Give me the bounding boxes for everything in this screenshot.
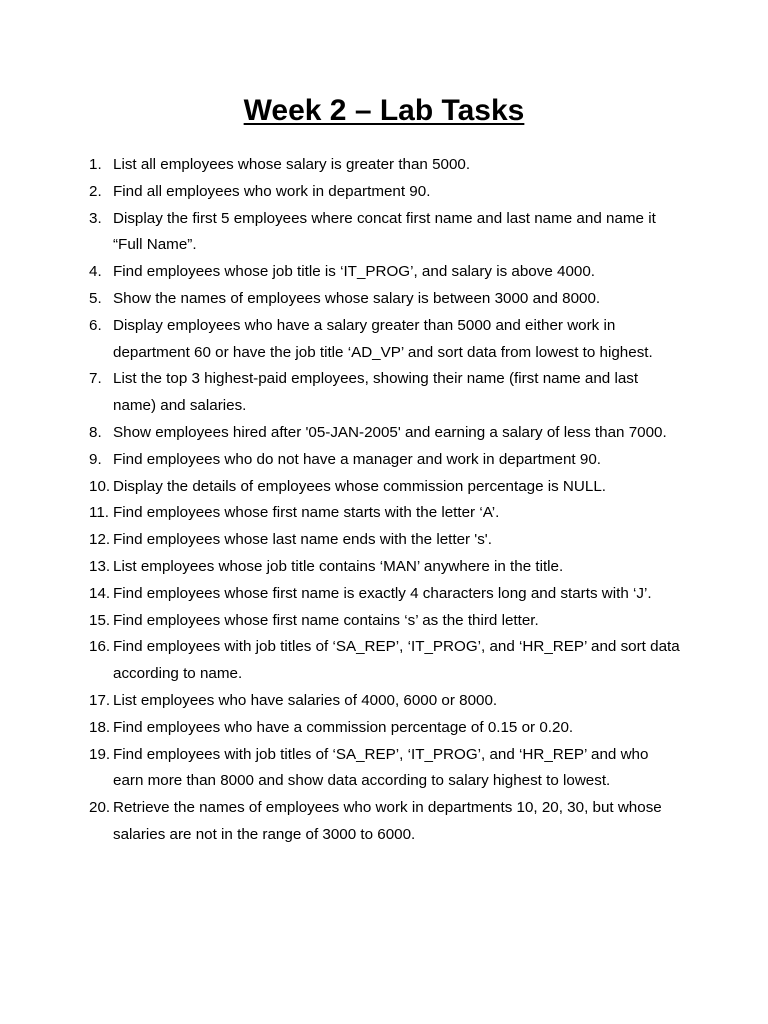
task-text: List the top 3 highest-paid employees, showing their name (first name and last name) and salaries. bbox=[113, 370, 639, 415]
task-number: 5. bbox=[89, 289, 102, 307]
task-number: 16. bbox=[89, 638, 111, 656]
task-text: Find employees who have a commission percentage of 0.15 or 0.20. bbox=[113, 718, 574, 736]
list-item bbox=[0, 447, 768, 474]
list-item bbox=[0, 152, 768, 179]
task-number: 6. bbox=[89, 316, 102, 334]
task-list bbox=[0, 152, 768, 849]
list-item bbox=[0, 795, 768, 849]
list-item bbox=[0, 554, 768, 581]
task-text: Find employees whose job title is ‘IT_PROG’, and salary is above 4000. bbox=[113, 263, 596, 281]
task-number: 7. bbox=[89, 370, 102, 388]
list-item bbox=[0, 259, 768, 286]
list-item bbox=[0, 742, 768, 796]
task-text: Find employees whose first name starts with the letter ‘A’. bbox=[113, 504, 500, 522]
task-number: 9. bbox=[89, 450, 102, 468]
task-text: Find employees with job titles of ‘SA_REP’, ‘IT_PROG’, and ‘HR_REP’ and sort data according to name. bbox=[113, 638, 680, 683]
list-item bbox=[0, 634, 768, 688]
task-number: 15. bbox=[89, 611, 111, 629]
list-item bbox=[0, 286, 768, 313]
task-number: 8. bbox=[89, 423, 102, 441]
task-text: Find all employees who work in department 90. bbox=[113, 182, 431, 200]
list-item bbox=[0, 688, 768, 715]
task-number: 11. bbox=[89, 504, 109, 522]
task-text: Display employees who have a salary greater than 5000 and either work in department 60 or have the job title ‘AD_VP’ and sort data from lowest to highest. bbox=[113, 316, 653, 361]
task-number: 1. bbox=[89, 156, 102, 173]
task-text: Show employees hired after '05-JAN-2005' and earning a salary of less than 7000. bbox=[113, 423, 667, 441]
task-text: Find employees whose first name contains ‘s’ as the third letter. bbox=[113, 611, 539, 629]
task-number: 19. bbox=[89, 745, 111, 763]
list-item bbox=[0, 366, 768, 420]
list-item bbox=[0, 608, 768, 635]
list-item bbox=[0, 420, 768, 447]
list-item bbox=[0, 179, 768, 206]
task-number: 17. bbox=[89, 691, 111, 709]
task-number: 10. bbox=[89, 477, 111, 495]
list-item bbox=[0, 474, 768, 501]
list-item bbox=[0, 500, 768, 527]
task-text: List employees who have salaries of 4000, 6000 or 8000. bbox=[113, 691, 498, 709]
list-item bbox=[0, 206, 768, 260]
task-number: 18. bbox=[89, 718, 111, 736]
task-number: 14. bbox=[89, 584, 111, 602]
task-text: Find employees with job titles of ‘SA_REP’, ‘IT_PROG’, and ‘HR_REP’ and who earn more than 8000 and show data according to salary highest to lowest. bbox=[113, 745, 649, 790]
list-item bbox=[0, 581, 768, 608]
task-text: List employees whose job title contains ‘MAN’ anywhere in the title. bbox=[113, 557, 564, 575]
list-item bbox=[0, 313, 768, 367]
task-text: List all employees whose salary is greater than 5000. bbox=[113, 156, 471, 173]
task-number: 4. bbox=[89, 263, 102, 281]
page-title: Week 2 – Lab Tasks bbox=[243, 94, 525, 127]
task-text: Show the names of employees whose salary is between 3000 and 8000. bbox=[113, 289, 601, 307]
task-text: Retrieve the names of employees who work in departments 10, 20, 30, but whose salaries are not in the range of 3000 to 6000. bbox=[113, 799, 662, 843]
task-number: 3. bbox=[89, 209, 102, 227]
task-text: Display the details of employees whose commission percentage is NULL. bbox=[113, 477, 606, 495]
task-text: Find employees who do not have a manager and work in department 90. bbox=[113, 450, 601, 468]
task-number: 12. bbox=[89, 531, 111, 549]
task-text: Display the first 5 employees where concat first name and last name and name it “Full Name”. bbox=[113, 209, 656, 254]
task-number: 20. bbox=[89, 799, 111, 817]
task-text: Find employees whose first name is exactly 4 characters long and starts with ‘J’. bbox=[113, 584, 652, 602]
task-number: 2. bbox=[89, 182, 102, 200]
list-item bbox=[0, 715, 768, 742]
task-number: 13. bbox=[89, 557, 111, 575]
task-text: Find employees whose last name ends with the letter 's'. bbox=[113, 531, 492, 549]
list-item bbox=[0, 527, 768, 554]
